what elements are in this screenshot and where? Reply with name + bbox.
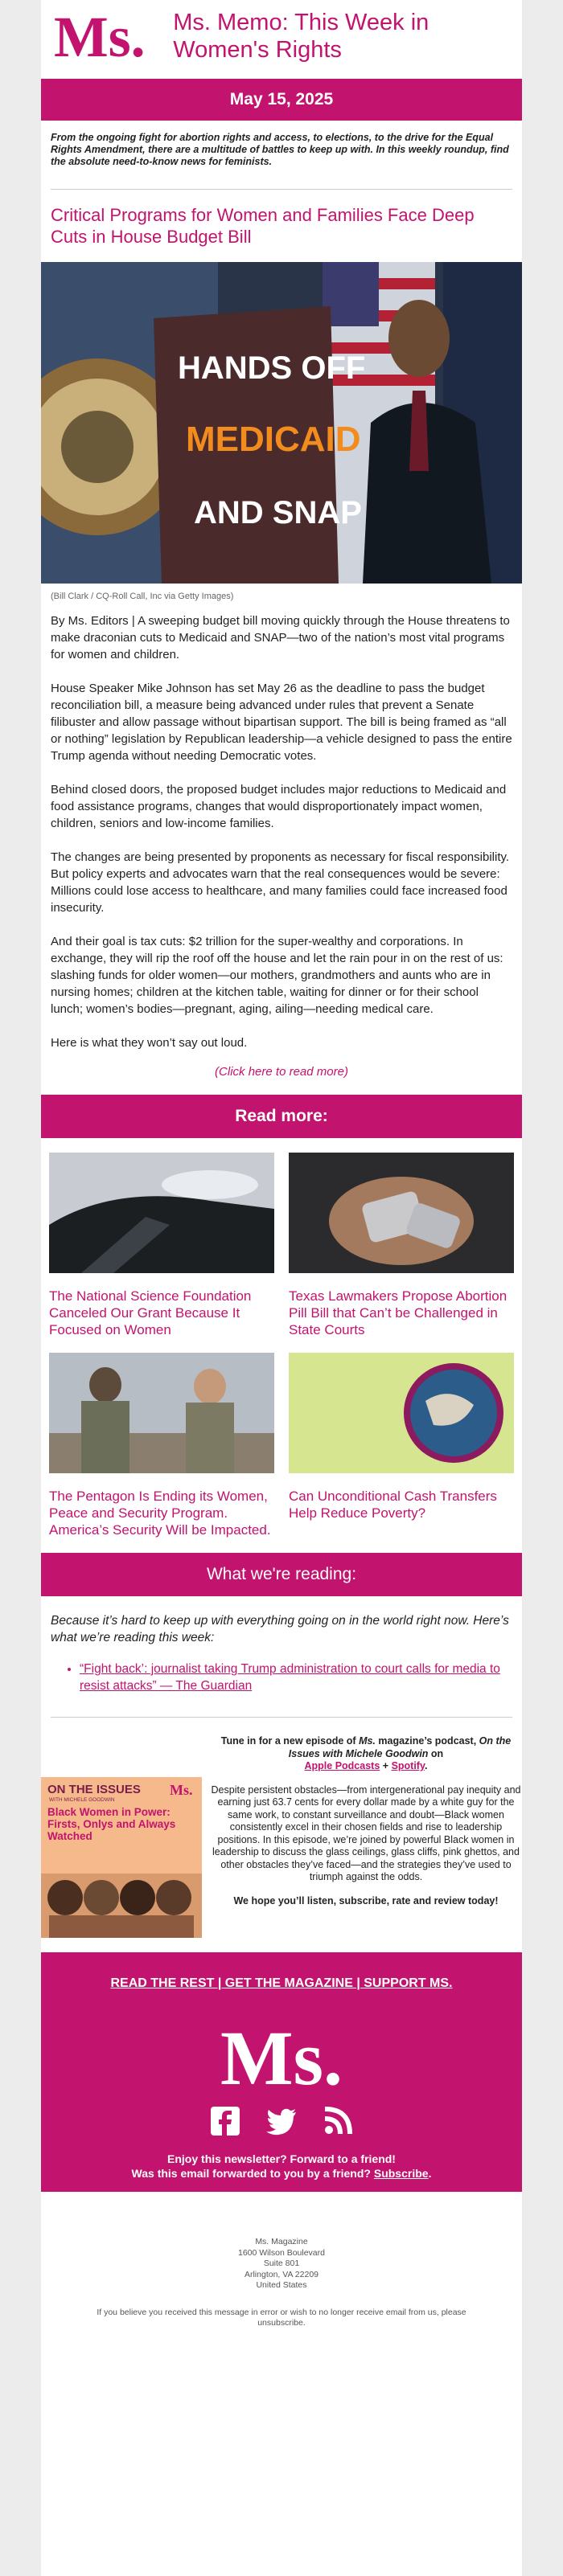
- podcast-section: [41, 1735, 522, 1938]
- sign-line-2: MEDICAID: [186, 420, 361, 459]
- list-item: [80, 1661, 522, 1694]
- card-image[interactable]: [289, 1353, 514, 1473]
- speaker-head: [388, 300, 450, 377]
- card-image[interactable]: [49, 1153, 274, 1273]
- footer-logo-text: Ms.: [220, 2021, 343, 2094]
- reading-list: [41, 1661, 522, 1694]
- house-seal-center: [61, 411, 134, 483]
- tune-in-c: magazine’s podcast,: [378, 1735, 477, 1747]
- image-caption: (Bill Clark / CQ-Roll Call, Inc via Getty Images): [51, 592, 234, 601]
- intro-text: From the ongoing fight for abortion rights and access, to elections, to the drive for the Equal Rights Amendment, there are a multitude of battles to keep up with. In this weekly roundup, find the absolute need-to-know news for feminists.: [51, 132, 509, 167]
- twitter-icon[interactable]: [265, 2105, 298, 2137]
- article-card[interactable]: [49, 1153, 274, 1338]
- tune-in-e: on: [430, 1747, 444, 1759]
- article-paragraph: And their goal is tax cuts: $2 trillion for the super-wealthy and corporations. In exchange, they will rip the roof off the house and let the rain pour in on the rest of us: slashing funds for older women—our mothers, grandmothers and aunts who are in nursing homes; children at the kitchen table, waiting for dinner or for their school lunch; women’s bodies—pregnant, aging, ailing—needing medical care.: [51, 935, 503, 1016]
- speaker-tie: [409, 391, 429, 471]
- cover-title: Black Women in Power: Firsts, Onlys and Always Watched: [47, 1806, 176, 1842]
- footer-links[interactable]: READ THE REST | GET THE MAGAZINE | SUPPORT MS.: [110, 1976, 453, 1990]
- card-image[interactable]: [289, 1153, 514, 1273]
- forwarded-line: [41, 2166, 522, 2181]
- apple-podcasts-link[interactable]: Apple Podcasts: [304, 1760, 380, 1771]
- reading-heading: What we're reading:: [41, 1553, 522, 1596]
- enjoy-text: Enjoy this newsletter? Forward to a friend!: [167, 2152, 396, 2165]
- subscribe-link[interactable]: Subscribe: [373, 2167, 429, 2180]
- tune-in: [210, 1735, 522, 1773]
- footer: [41, 1952, 522, 2192]
- cover-brand: Ms.: [170, 1782, 193, 1798]
- read-more-grid: [41, 1138, 522, 1538]
- reading-link[interactable]: “Fight back’: journalist taking Trump administration to court calls for media to resist attacks” — The Guardian: [80, 1662, 500, 1693]
- card-title[interactable]: The National Science Foundation Canceled Our Grant Because It Focused on Women: [49, 1288, 252, 1337]
- social-icons: [41, 2105, 522, 2137]
- forwarded-text: Was this email forwarded to you by a friend?: [131, 2167, 371, 2180]
- hero-image[interactable]: [41, 262, 522, 584]
- divider: [51, 189, 512, 190]
- address-line: Arlington, VA 22209: [244, 2269, 319, 2279]
- address-line: 1600 Wilson Boulevard: [238, 2247, 325, 2258]
- article-paragraph: Behind closed doors, the proposed budget includes major reductions to Medicaid and food assistance programs, changes that would disproportionately impact women, children, seniors and low-income families.: [51, 783, 507, 830]
- flag-canton: [323, 262, 379, 326]
- card-title[interactable]: Texas Lawmakers Propose Abortion Pill Bill that Can’t be Challenged in State Courts: [289, 1288, 508, 1337]
- podcast-text: [202, 1735, 522, 1938]
- mailing-address: [41, 2237, 522, 2291]
- plus: +: [382, 1760, 389, 1771]
- period: .: [428, 2167, 432, 2180]
- article-title[interactable]: Critical Programs for Women and Families Face Deep Cuts in House Budget Bill: [51, 205, 475, 247]
- read-more-link[interactable]: (Click here to read more): [215, 1065, 348, 1079]
- article-paragraph: House Speaker Mike Johnson has set May 26 as the deadline to pass the budget reconciliation bill, a measure being advanced under rules that prevent a Senate filibuster and allow passage without bipartisan support. The bill is being framed as “all or nothing” legislation by Republican leadership—a vehicle designed to pass the entire Trump agenda without needing Democratic votes.: [51, 682, 512, 763]
- ms-logo[interactable]: [54, 4, 170, 68]
- article-card[interactable]: [49, 1353, 274, 1538]
- tune-in-b: Ms.: [359, 1735, 376, 1747]
- divider: [51, 1717, 512, 1718]
- article-body: [51, 612, 512, 1051]
- tune-in-d: On the Issues with Michele Goodwin: [288, 1735, 512, 1759]
- article-paragraph: The changes are being presented by proponents as necessary for fiscal responsibility. But policy experts and advocates warn that the real consequences would be severe: Millions could lose access to healthcare, and many families could face increased food insecurity.: [51, 850, 510, 915]
- unsubscribe-text[interactable]: If you believe you received this message in error or wish to no longer receive email from us, please unsubscribe.: [97, 2307, 466, 2328]
- header: [41, 0, 522, 72]
- rss-icon[interactable]: [322, 2105, 354, 2137]
- article-paragraph: By Ms. Editors | A sweeping budget bill moving quickly through the House threatens to make draconian cuts to Medicaid and SNAP—two of the nation’s most vital programs for women and children.: [51, 614, 510, 661]
- card-title[interactable]: The Pentagon Is Ending its Women, Peace and Security Program. America’s Security Will be Impacted.: [49, 1489, 271, 1538]
- sign-line-3: AND SNAP: [194, 495, 362, 530]
- read-more-heading: Read more:: [41, 1095, 522, 1138]
- address-line: Ms. Magazine: [255, 2237, 308, 2246]
- facebook-icon[interactable]: [209, 2105, 241, 2137]
- footer-logo[interactable]: [201, 2021, 362, 2094]
- podcast-cover[interactable]: [41, 1777, 202, 1938]
- podcast-cta: We hope you’ll listen, subscribe, rate and review today!: [233, 1894, 499, 1906]
- cover-sub: WITH MICHELE GOODWIN: [49, 1797, 115, 1803]
- sign-line-1: HANDS OFF: [178, 350, 366, 386]
- address-line: United States: [256, 2280, 307, 2290]
- article-paragraph: Here is what they won’t say out loud.: [51, 1036, 248, 1050]
- spotify-link[interactable]: Spotify: [391, 1760, 425, 1771]
- cover-top: ON THE ISSUES: [47, 1783, 141, 1796]
- article-card[interactable]: [289, 1353, 514, 1538]
- speaker-suit: [363, 403, 491, 584]
- period: .: [425, 1760, 428, 1771]
- podcast-description: Despite persistent obstacles—from intergenerational pay inequity and earning just 63.7 cents for every dollar made by a white guy for the same work, to constant surveillance and doubt—Black women consistently excel in their chosen fields and rise to leadership positions. In this episode, we’re joined by powerful Black women in leadership to discuss the glass ceilings, glass cliffs, pink ghettos, and other obstacles they’ve faced—and the strategies they’ve used to triumph against the odds.: [211, 1784, 521, 1882]
- card-title[interactable]: Can Unconditional Cash Transfers Help Reduce Poverty?: [289, 1489, 497, 1521]
- forward-text: [41, 2152, 522, 2181]
- date-bar: May 15, 2025: [41, 79, 522, 121]
- address-line: Suite 801: [263, 2259, 300, 2268]
- card-image[interactable]: [49, 1353, 274, 1473]
- logo-text: Ms.: [54, 4, 146, 68]
- email-container: [41, 0, 522, 2576]
- tune-in-a: Tune in for a new episode of: [220, 1735, 356, 1747]
- page-title: Ms. Memo: This Week in Women's Rights: [173, 10, 429, 63]
- article-card[interactable]: [289, 1153, 514, 1338]
- reading-intro: Because it’s hard to keep up with everything going on in the world right now. Here’s what we’re reading this week:: [51, 1614, 509, 1644]
